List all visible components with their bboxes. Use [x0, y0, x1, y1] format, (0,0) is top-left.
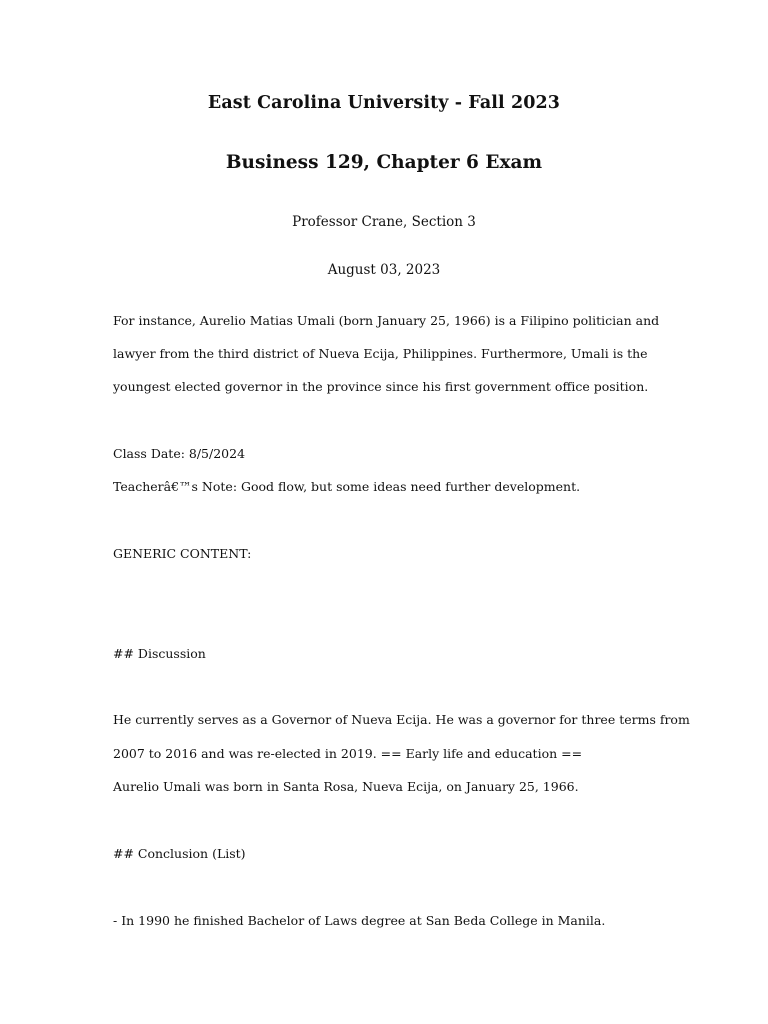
exam-date: August 03, 2023: [327, 262, 441, 278]
conclusion-list-item: - In 1990 he finished Bachelor of Laws degree at San Beda College in Manila.: [113, 913, 606, 928]
class-date: Class Date: 8/5/2024: [113, 446, 246, 461]
teacher-note: Teacherâ€™s Note: Good flow, but some ideas need further development.: [113, 479, 581, 494]
intro-line: youngest elected governor in the province since his first government office position.: [113, 379, 649, 394]
generic-content-label: GENERIC CONTENT:: [113, 546, 252, 561]
conclusion-heading: ## Conclusion (List): [113, 846, 246, 861]
exam-title: Business 129, Chapter 6 Exam: [225, 152, 543, 173]
professor-section: Professor Crane, Section 3: [292, 214, 476, 230]
intro-line: lawyer from the third district of Nueva Ecija, Philippines. Furthermore, Umali is the: [113, 346, 648, 361]
discussion-line: Aurelio Umali was born in Santa Rosa, Nueva Ecija, on January 25, 1966.: [113, 779, 579, 794]
university-title: East Carolina University - Fall 2023: [207, 93, 561, 113]
intro-line: For instance, Aurelio Matias Umali (born January 25, 1966) is a Filipino politician and: [113, 313, 660, 328]
discussion-heading: ## Discussion: [113, 646, 206, 661]
discussion-line: He currently serves as a Governor of Nueva Ecija. He was a governor for three terms from: [113, 712, 690, 727]
discussion-line: 2007 to 2016 and was re-elected in 2019. == Early life and education ==: [113, 746, 583, 761]
